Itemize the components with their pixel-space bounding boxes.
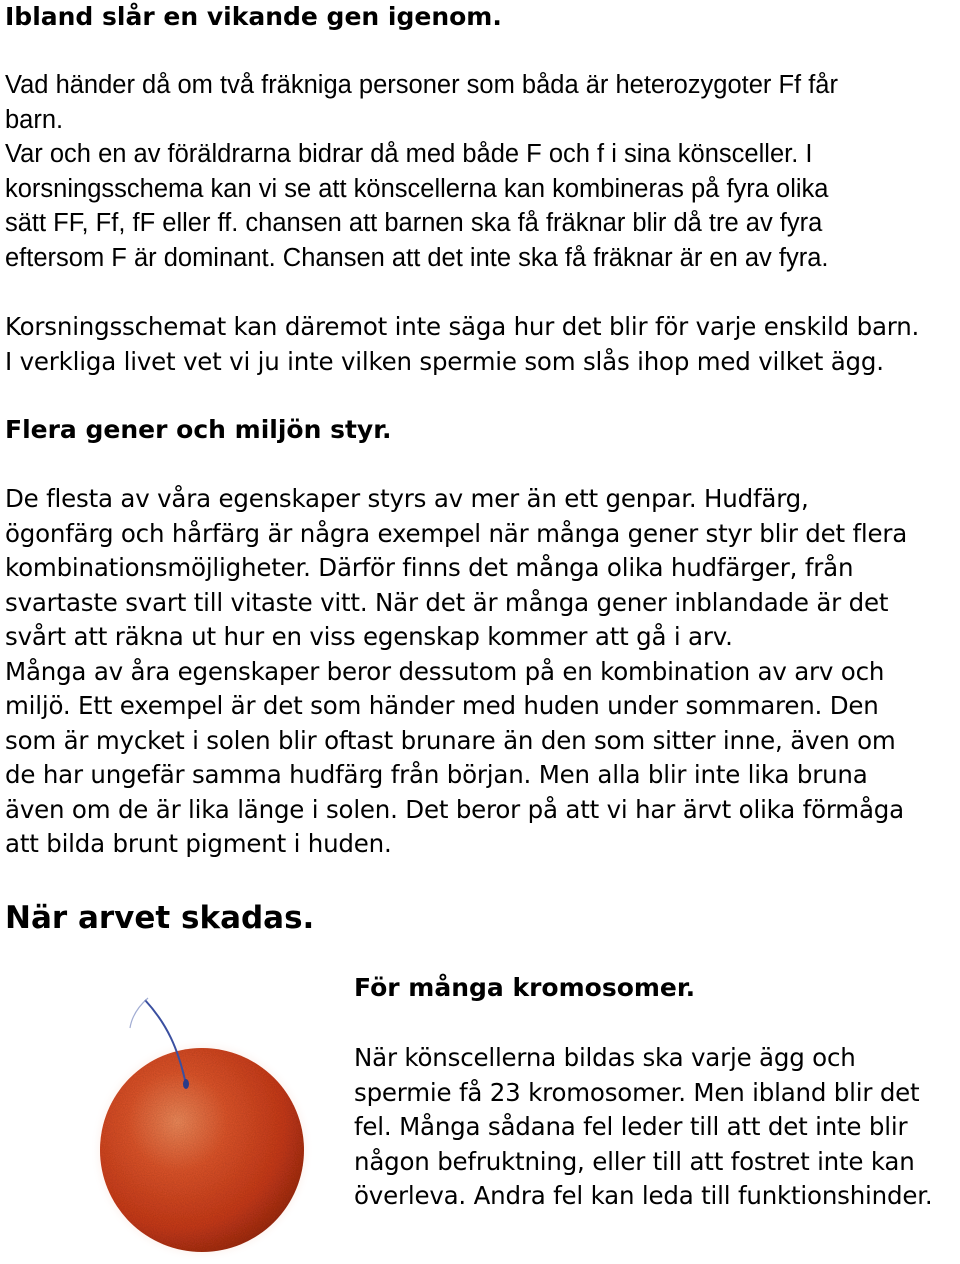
heading-recessive: Ibland slår en vikande gen igenom. — [5, 2, 502, 31]
heading-genes-environment: Flera gener och miljön styr. — [5, 415, 392, 444]
text-line: Korsningsschemat kan däremot inte säga hur det blir för varje enskild barn. — [5, 312, 920, 341]
text-line: Vad händer då om två fräkniga personer som båda är heterozygoter Ff får — [5, 71, 838, 99]
text-line: Var och en av föräldrarna bidrar då med både F och f i sina könsceller. I — [5, 140, 813, 168]
heading-inheritance-damaged: När arvet skadas. — [5, 900, 315, 936]
text-line: När könscellerna bildas ska varje ägg och — [354, 1043, 856, 1072]
text-line: någon befruktning, eller till att fostret inte kan — [354, 1146, 915, 1176]
text-line: De flesta av våra egenskaper styrs av mer än ett genpar. Hudfärg, — [5, 484, 809, 513]
text-line: fel. Många sådana fel leder till att det inte blir — [354, 1112, 908, 1141]
text-line: de har ungefär samma hudfärg från början. Men alla blir inte lika bruna — [5, 760, 868, 789]
paragraph-cross-scheme — [5, 310, 919, 379]
text-line: I verkliga livet vet vi ju inte vilken spermie som slås ihop med vilket ägg. — [5, 346, 884, 376]
text-line: som är mycket i solen blir oftast brunare än den som sitter inne, även om — [5, 725, 896, 755]
text-line: även om de är lika länge i solen. Det beror på att vi har ärvt olika förmåga — [5, 794, 904, 824]
text-line: svartaste svart till vitaste vitt. När det är många gener inblandade är det — [5, 587, 889, 617]
text-line: korsningsschema kan vi se att könscellerna kan kombineras på fyra olika — [5, 174, 829, 203]
egg-cell — [100, 1048, 304, 1252]
paragraph-genes — [5, 482, 907, 862]
text-line: att bilda brunt pigment i huden. — [5, 829, 392, 858]
text-line: miljö. Ett exempel är det som händer med huden under sommaren. Den — [5, 691, 879, 720]
text-line: sätt FF, Ff, fF eller ff. chansen att barnen ska få fräknar blir då tre av fyra — [5, 209, 823, 237]
text-line: överleva. Andra fel kan leda till funktionshinder. — [354, 1181, 933, 1210]
text-line: eftersom F är dominant. Chansen att det inte ska få fräknar är en av fyra. — [5, 243, 829, 272]
sperm-tail-secondary — [130, 998, 148, 1028]
egg-and-sperm-image — [70, 990, 340, 1260]
paragraph-freckles — [5, 68, 838, 275]
egg-illustration — [70, 990, 340, 1260]
text-line: Många av åra egenskaper beror dessutom på en kombination av arv och — [5, 656, 885, 686]
text-line: spermie få 23 kromosomer. Men ibland blir det — [354, 1077, 920, 1107]
text-line: kombinationsmöjligheter. Därför finns det många olika hudfärger, från — [5, 553, 854, 582]
heading-too-many-chromosomes: För många kromosomer. — [354, 973, 696, 1002]
text-line: svårt att räkna ut hur en viss egenskap kommer att gå i arv. — [5, 622, 733, 651]
paragraph-chromosomes — [354, 1041, 932, 1214]
text-line: ögonfärg och hårfärg är några exempel när många gener styr blir det flera — [5, 518, 908, 548]
sperm-head — [183, 1079, 189, 1089]
text-line: barn. — [5, 105, 64, 134]
